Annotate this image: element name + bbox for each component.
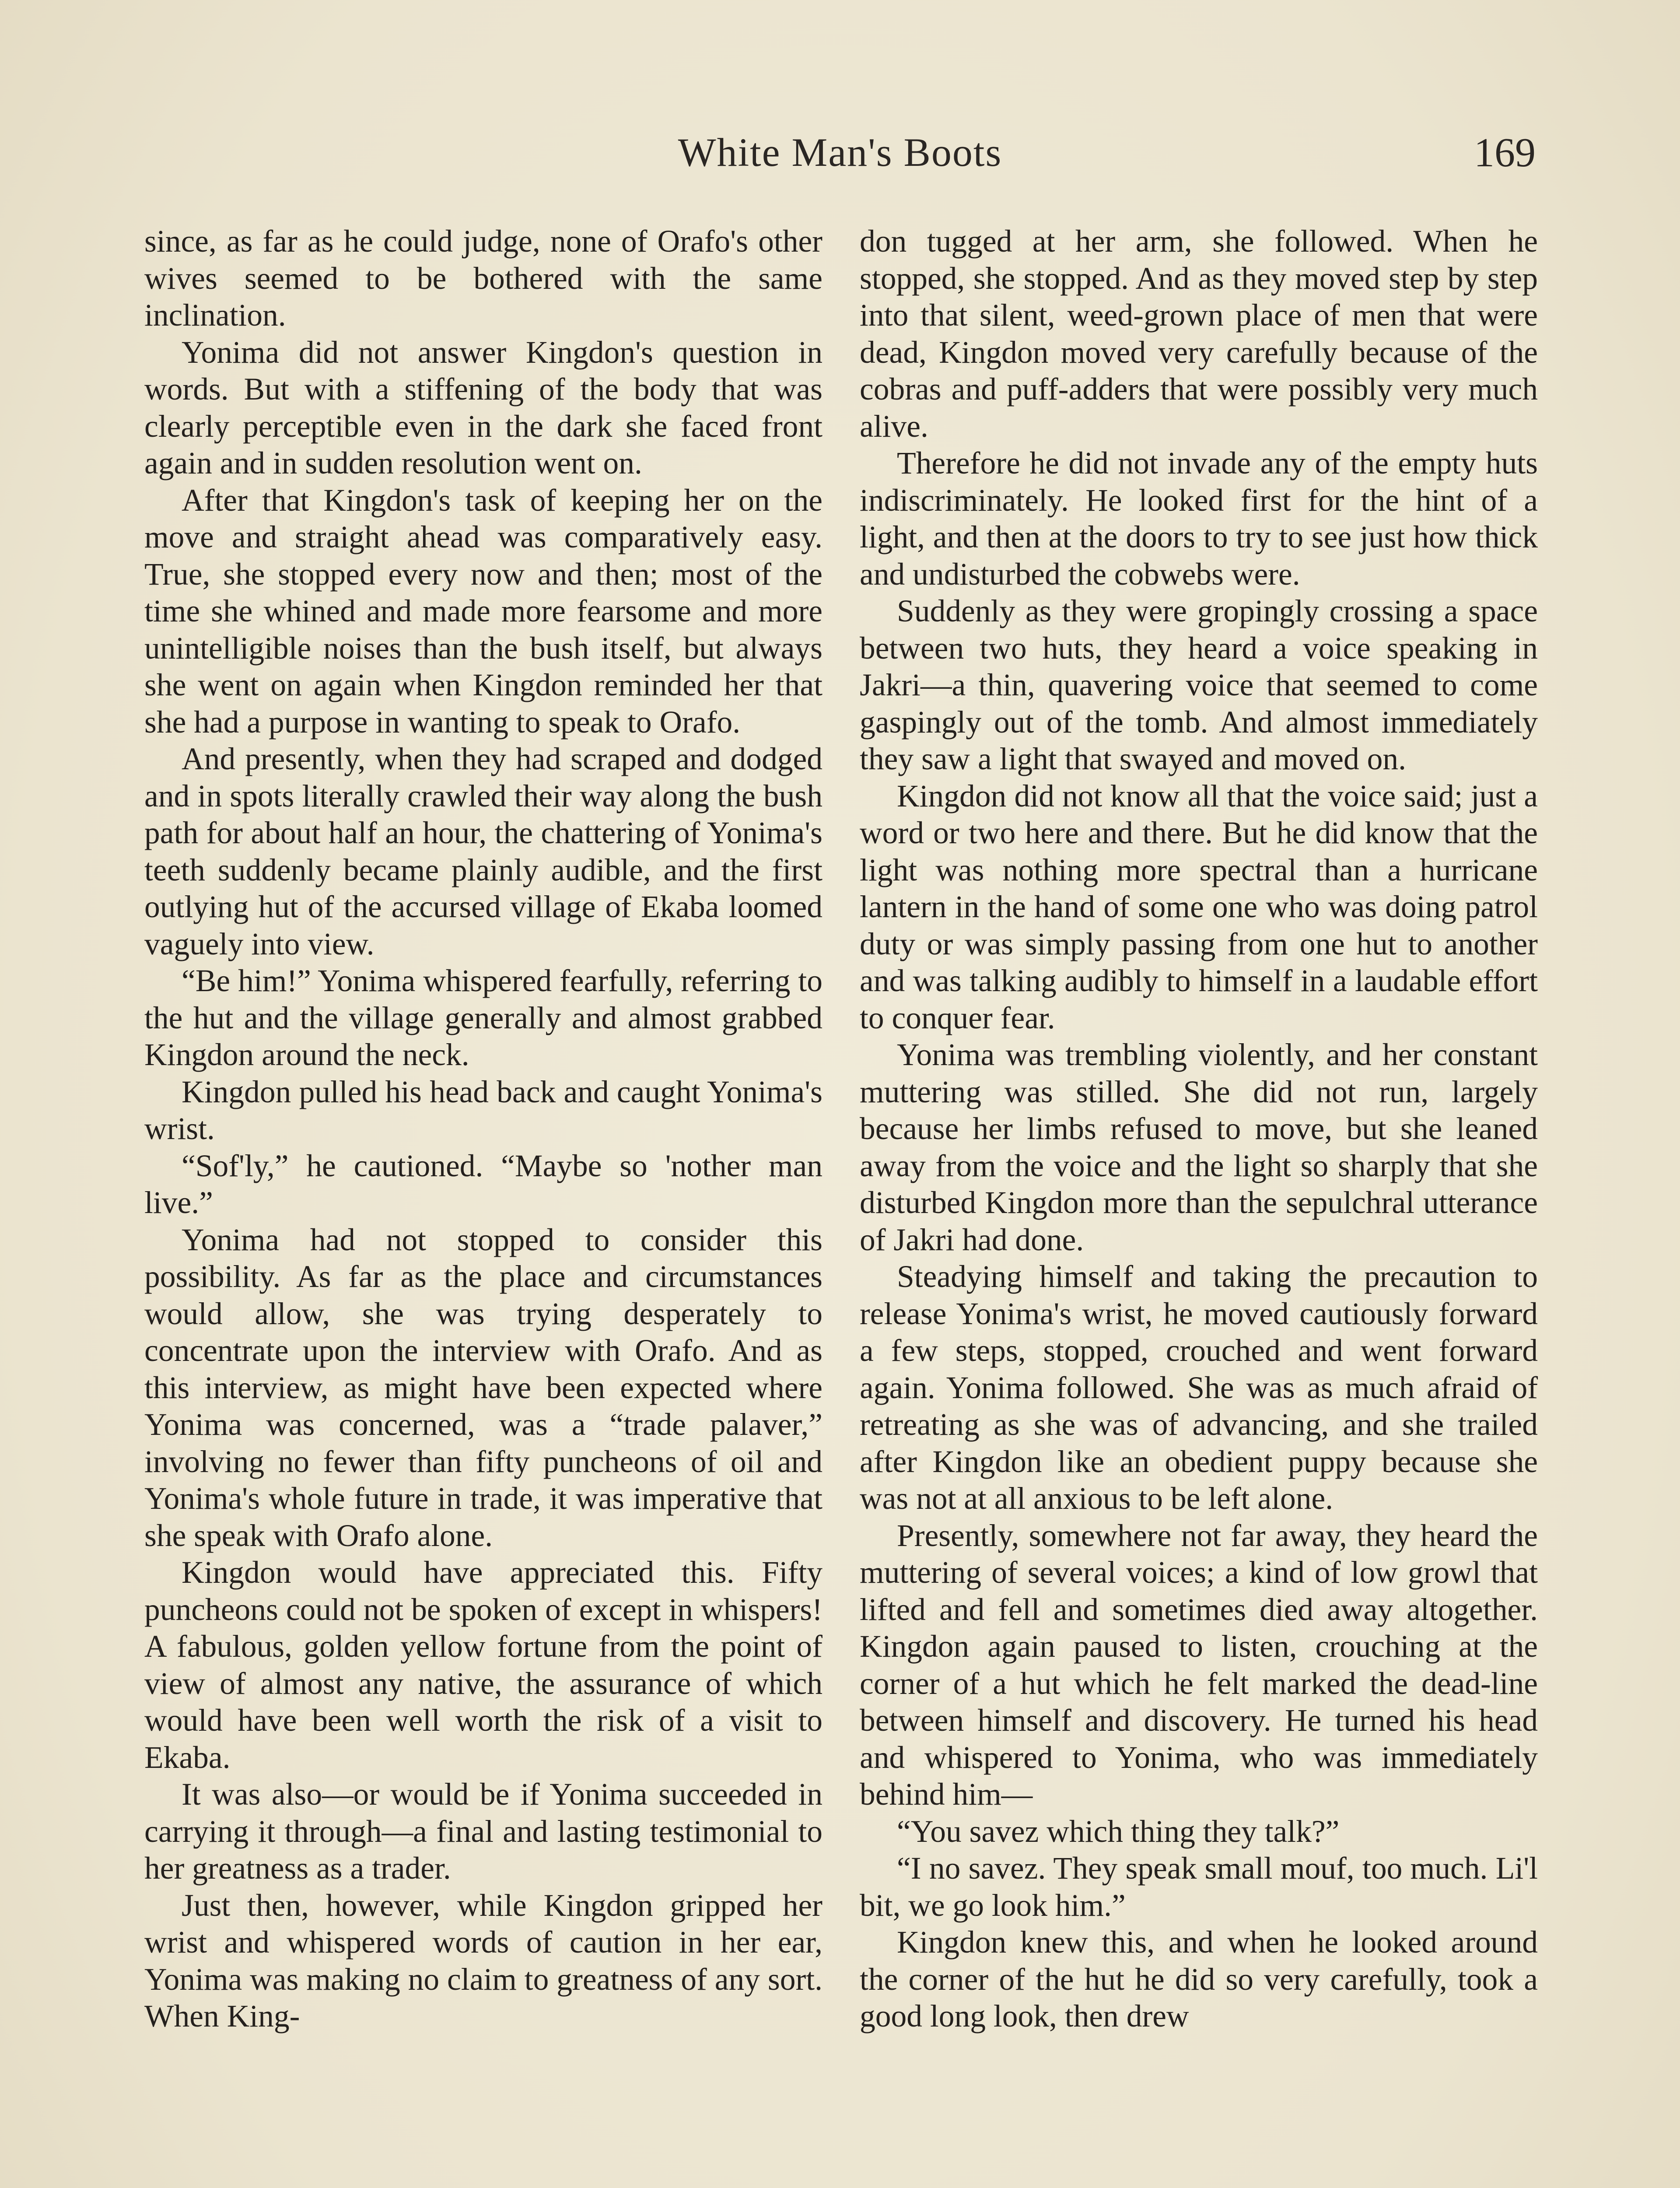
right-text-column [860, 223, 1538, 2035]
paragraph: Yonima did not answer Kingdon's question in words. But with a stiffening of the body that was clearly perceptible even in the dark she faced front again and in sudden resolution went on. [144, 335, 822, 480]
paragraph: Kingdon would have appreciated this. Fifty puncheons could not be spoken of except in whispers! A fabulous, golden yellow fortune from the point of view of almost any native, the assurance of which would have been well worth the risk of a visit to Ekaba. [144, 1555, 822, 1775]
paragraph: Yonima was trembling violently, and her constant muttering was stilled. She did not run, largely because her limbs refused to move, but she leaned away from the voice and the light so sharply that she disturbed Kingdon more than the sepulchral utterance of Jakri had done. [860, 1038, 1538, 1257]
paragraph: Just then, however, while Kingdon gripped her wrist and whispered words of caution in her ear, Yonima was making no claim to greatness of any sort. When King- [144, 1888, 822, 2034]
paragraph: Steadying himself and taking the precaution to release Yonima's wrist, he moved cautiously forward a few steps, stopped, crouched and went forward again. Yonima followed. She was as much afraid of retreating as she was of advancing, and she trailed after Kingdon like an obedient puppy because she was not at all anxious to be left alone. [860, 1259, 1538, 1516]
paragraph: Suddenly as they were gropingly crossing a space between two huts, they heard a voice speaking in Jakri—a thin, quavering voice that seemed to come gaspingly out of the tomb. And almost immediately they saw a light that swayed and moved on. [860, 594, 1538, 776]
paragraph: “I no savez. They speak small mouf, too much. Li'l bit, we go look him.” [860, 1851, 1538, 1923]
paragraph: “Be him!” Yonima whispered fearfully, referring to the hut and the village generally and almost grabbed Kingdon around the neck. [144, 964, 822, 1072]
paragraph: It was also—or would be if Yonima succeeded in carrying it through—a final and lasting testimonial to her greatness as a trader. [144, 1777, 822, 1886]
paragraph: Yonima had not stopped to consider this possibility. As far as the place and circumstances would allow, she was trying desperately to concentrate upon the interview with Orafo. And as this interview, as might have been expected where Yonima was concerned, was a “trade palaver,” involving no fewer than fifty puncheons of oil and Yonima's whole future in trade, it was imperative that she speak with Orafo alone. [144, 1222, 822, 1553]
paragraph: “You savez which thing they talk?” [897, 1814, 1340, 1849]
paragraph: After that Kingdon's task of keeping her on the move and straight ahead was comparatively easy. True, she stopped every now and then; most of the time she whined and made more fearsome and more unintelligible noises than the bush itself, but always she went on again when Kingdon reminded her that she had a purpose in wanting to speak to Orafo. [144, 483, 822, 740]
paragraph: Kingdon knew this, and when he looked around the corner of the hut he did so very carefully, took a good long look, then drew [860, 1925, 1538, 2034]
left-text-column [144, 223, 822, 2035]
paragraph: since, as far as he could judge, none of Orafo's other wives seemed to be bothered with the same inclination. [144, 224, 822, 333]
page-number: 169 [1474, 130, 1536, 175]
paragraph: “Sof'ly,” he cautioned. “Maybe so 'nother man live.” [144, 1148, 822, 1220]
running-title: White Man's Boots [678, 130, 1002, 175]
paragraph: And presently, when they had scraped and dodged and in spots literally crawled their way along the bush path for about half an hour, the chattering of Yonima's teeth suddenly became plainly audible, and the first outlying hut of the accursed village of Ekaba loomed vaguely into view. [144, 742, 822, 961]
paragraph: Kingdon did not know all that the voice said; just a word or two here and there. But he did know that the light was nothing more spectral than a hurricane lantern in the hand of some one who was doing patrol duty or was simply passing from one hut to another and was talking audibly to himself in a laudable effort to conquer fear. [860, 778, 1538, 1035]
paragraph: Kingdon pulled his head back and caught Yonima's wrist. [144, 1074, 822, 1146]
paragraph: Presently, somewhere not far away, they heard the muttering of several voices; a kind of low growl that lifted and fell and sometimes died away altogether. Kingdon again paused to listen, crouching at the corner of a hut which he felt marked the dead-line between himself and discovery. He turned his head and whispered to Yonima, who was immediately behind him— [860, 1518, 1538, 1812]
paragraph: Therefore he did not invade any of the empty huts indiscriminately. He looked first for the hint of a light, and then at the doors to try to see just how thick and undisturbed the cobwebs were. [860, 446, 1538, 592]
paragraph: don tugged at her arm, she followed. When he stopped, she stopped. And as they moved step by step into that silent, weed-grown place of men that were dead, Kingdon moved very carefully because of the cobras and puff-adders that were possibly very much alive. [860, 224, 1538, 444]
